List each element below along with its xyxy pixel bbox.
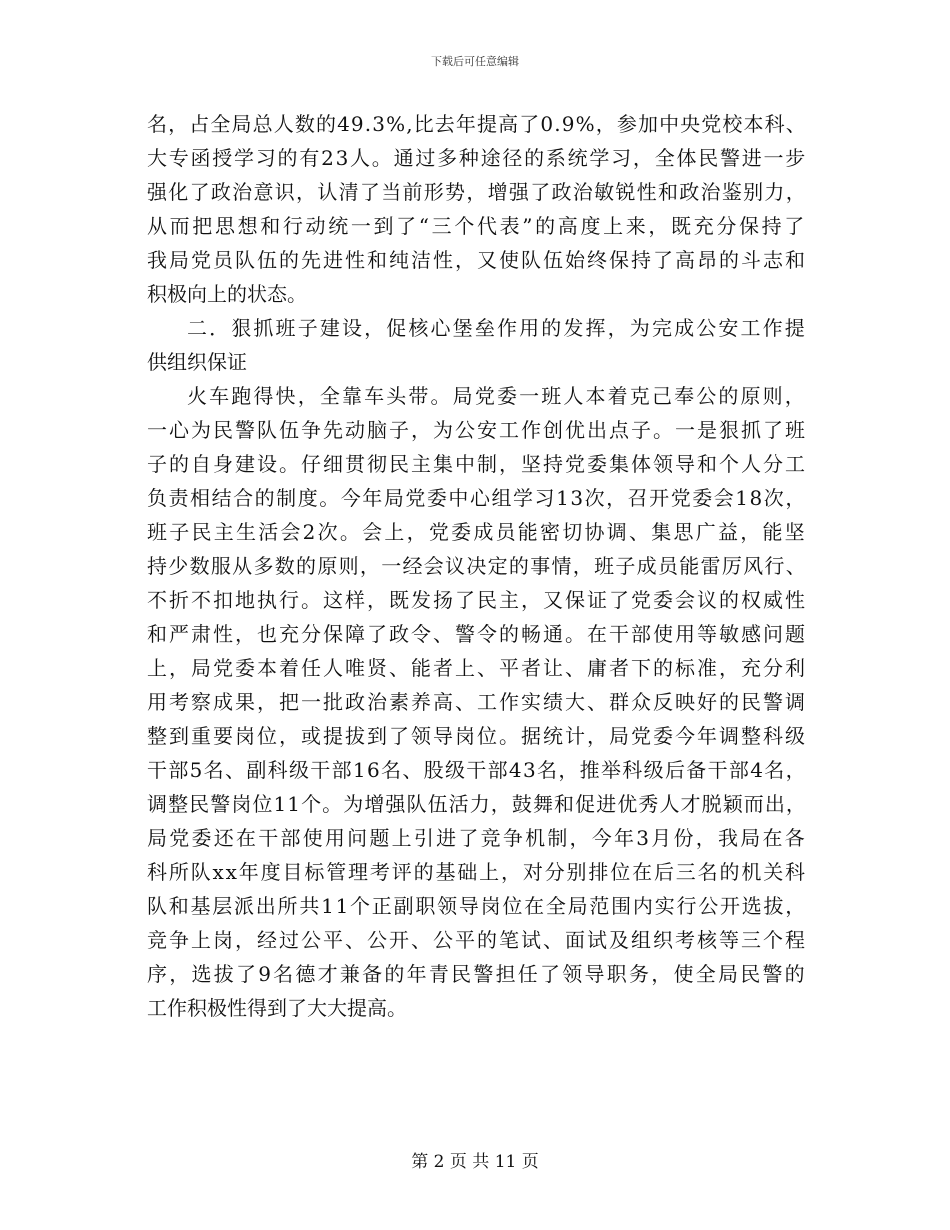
text-line: 科所队xx年度目标管理考评的基础上，对分别排位在后三名的机关科 [147,860,807,884]
text-line: 积极向上的状态。 [147,282,307,306]
page-header-note: 下载后可任意编辑 [431,55,519,68]
text-line: 上，局党委本着任人唯贤、能者上、平者让、庸者下的标准，充分利 [147,656,807,680]
text-line: 工作积极性得到了大大提高。 [147,996,407,1020]
text-line: 我局党员队伍的先进性和纯洁性，又使队伍始终保持了高昂的斗志和 [147,248,807,272]
text-line: 竞争上岗，经过公平、公开、公平的笔试、面试及组织考核等三个程 [147,928,807,952]
text-line: 从而把思想和行动统一到了“三个代表”的高度上来，既充分保持了 [147,214,807,238]
text-line: 强化了政治意识，认清了当前形势，增强了政治敏锐性和政治鉴别力， [147,180,807,204]
section-heading-line: 二．狠抓班子建设，促核心堡垒作用的发挥，为完成公安工作提 [187,316,807,340]
text-line: 子的自身建设。仔细贯彻民主集中制，坚持党委集体领导和个人分工 [147,452,807,476]
text-line: 名，占全局总人数的49.3%,比去年提高了0.9%，参加中央党校本科、 [147,112,807,136]
text-line: 大专函授学习的有23人。通过多种途径的系统学习，全体民警进一步 [147,146,808,170]
text-line: 火车跑得快，全靠车头带。局党委一班人本着克己奉公的原则， [187,384,807,408]
page-number: 第 2 页 共 11 页 [411,1152,539,1172]
text-line: 用考察成果，把一批政治素养高、工作实绩大、群众反映好的民警调 [147,690,807,714]
text-line: 序，选拔了9名德才兼备的年青民警担任了领导职务，使全局民警的 [147,962,807,986]
text-line: 整到重要岗位，或提拔到了领导岗位。据统计，局党委今年调整科级 [147,724,807,748]
text-line: 不折不扣地执行。这样，既发扬了民主，又保证了党委会议的权威性 [147,588,807,612]
text-line: 班子民主生活会2次。会上，党委成员能密切协调、集思广益，能坚 [147,520,807,544]
text-line: 干部5名、副科级干部16名、股级干部43名，推举科级后备干部4名， [147,758,807,782]
text-line: 和严肃性，也充分保障了政令、警令的畅通。在干部使用等敏感问题 [147,622,807,646]
text-line: 局党委还在干部使用问题上引进了竞争机制，今年3月份，我局在各 [147,826,807,850]
section-heading-line: 供组织保证 [147,350,247,374]
text-line: 一心为民警队伍争先动脑子，为公安工作创优出点子。一是狠抓了班 [147,418,807,442]
text-line: 持少数服从多数的原则，一经会议决定的事情，班子成员能雷厉风行、 [147,554,807,578]
text-line: 队和基层派出所共11个正副职领导岗位在全局范围内实行公开选拔， [147,894,808,918]
text-line: 负责相结合的制度。今年局党委中心组学习13次，召开党委会18次， [147,486,807,510]
text-line: 调整民警岗位11个。为增强队伍活力，鼓舞和促进优秀人才脱颖而出， [147,792,808,816]
